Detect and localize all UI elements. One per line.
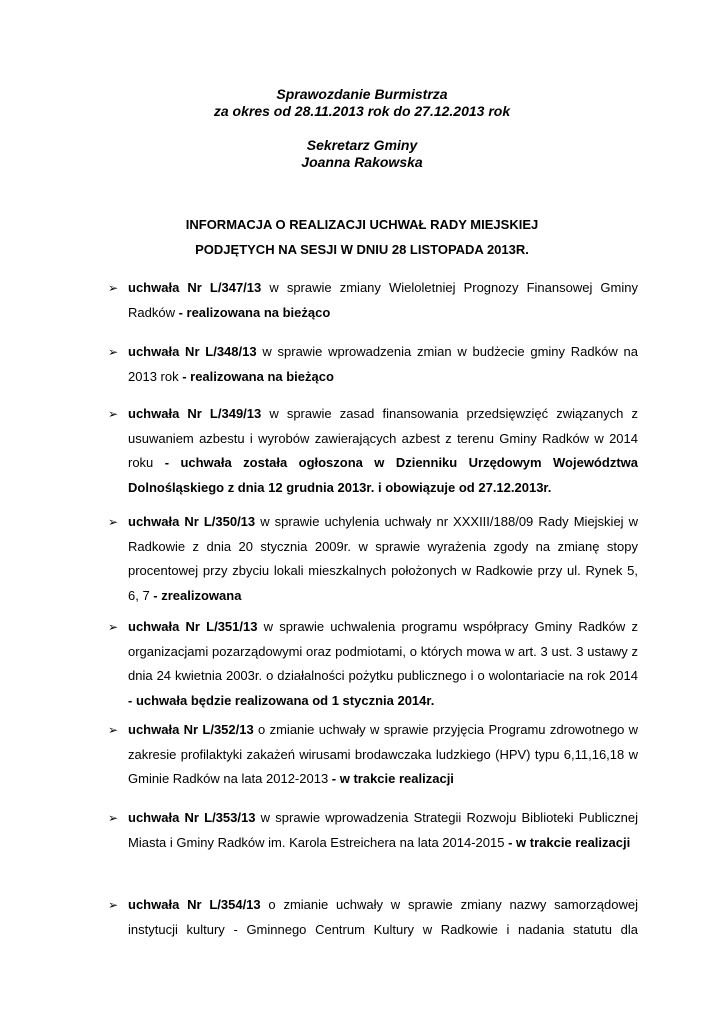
resolution-text: w sprawie wprowadzenia zmian w budżecie gminy Radków na 2013 rok [128,344,638,384]
section-heading-line-2: PODJĘTYCH NA SESJI W DNIU 28 LISTOPADA 2013R. [195,242,529,257]
resolution-item [108,510,638,608]
resolution-number: uchwała Nr L/348/13 [128,344,257,359]
report-title: Sprawozdanie Burmistrza [276,86,448,102]
resolution-number: uchwała Nr L/351/13 [128,619,258,634]
resolution-status: - realizowana na bieżąco [178,304,331,320]
resolution-item [108,276,638,325]
resolution-text: w sprawie uchylenia uchwały nr XXXIII/188/09 Rady Miejskiej w Radkowie z dnia 20 stycznia 2009r. w sprawie wyrażenia zgody na zmianę stopy procentowej przy zbyciu lokali mieszkalnych położonych w Radkowie przy ul. Rynek 5, 6, 7 [128,514,638,603]
resolution-number: uchwała Nr L/352/13 [128,722,254,737]
resolution-number: uchwała Nr L/353/13 [128,810,256,825]
resolution-number: uchwała Nr L/347/13 [128,280,262,295]
arrow-bullet-icon: ➢ [108,281,119,295]
resolution-status: - realizowana na bieżąco [182,368,334,384]
arrow-bullet-icon: ➢ [108,620,119,634]
section-heading-line-1: INFORMACJA O REALIZACJI UCHWAŁ RADY MIEJSKIEJ [185,217,539,232]
author-name: Joanna Rakowska [301,154,423,170]
arrow-bullet-icon: ➢ [108,723,119,737]
resolution-number: uchwała Nr L/349/13 [128,406,262,421]
resolution-text: w sprawie zmiany Wieloletniej Prognozy Finansowej Gminy Radków [128,280,638,320]
report-header [0,86,724,120]
resolution-text: w sprawie uchwalenia programu współpracy Gminy Radków z organizacjami pozarządowymi oraz podmiotami, o których mowa w art. 3 ust. 3 ustawy z dnia 24 kwietnia 2003r. o działalności pożytku publicznego i o wolontariacie na rok 2014 [128,619,639,683]
resolution-status: - w trakcie realizacji [331,771,454,786]
resolution-number: uchwała Nr L/350/13 [128,514,256,529]
report-period: za okres od 28.11.2013 rok do 27.12.2013 rok [213,103,511,119]
resolution-status: - uchwała została ogłoszona w Dzienniku Urzędowym Województwa Dolnośląskiego z dnia 12 grudnia 2013r. i obowiązuje od 27.12.2013r. [128,455,638,495]
arrow-bullet-icon: ➢ [108,407,119,421]
resolution-number: uchwała Nr L/354/13 [128,897,261,912]
resolution-text: o zmianie uchwały w sprawie przyjęcia Programu zdrowotnego w zakresie profilaktyki zakażeń wirusami brodawczaka ludzkiego (HPV) typu 6,11,16,18 w Gminie Radków na lata 2012-2013 [128,722,639,786]
resolution-item [108,402,638,500]
resolution-text: o zmianie uchwały w sprawie zmiany nazwy samorządowej instytucji kultury - Gminnego Centrum Kultury w Radkowie i nadania statutu dla [128,897,638,937]
resolution-item [108,615,639,713]
author-block [0,137,724,171]
resolution-item [108,893,638,942]
resolution-item [108,340,638,389]
arrow-bullet-icon: ➢ [108,898,119,912]
resolution-status: - zrealizowana [153,587,242,603]
resolution-text: w sprawie zasad finansowania przedsięwzięć związanych z usuwaniem azbestu i wyrobów zawierających azbest z terenu Gminy Radków w 2014 roku [128,406,638,470]
resolution-status: - w trakcie realizacji [508,834,631,850]
arrow-bullet-icon: ➢ [108,515,119,529]
author-position: Sekretarz Gminy [306,137,418,153]
resolution-status: - uchwała będzie realizowana od 1 stycznia 2014r. [128,692,435,708]
arrow-bullet-icon: ➢ [108,345,119,359]
arrow-bullet-icon: ➢ [108,811,119,825]
resolution-item [108,806,638,855]
section-heading [0,212,724,262]
resolution-text: w sprawie wprowadzenia Strategii Rozwoju Biblioteki Publicznej Miasta i Gminy Radków im. Karola Estreichera na lata 2014-2015 [128,810,638,850]
resolution-item [108,718,639,792]
